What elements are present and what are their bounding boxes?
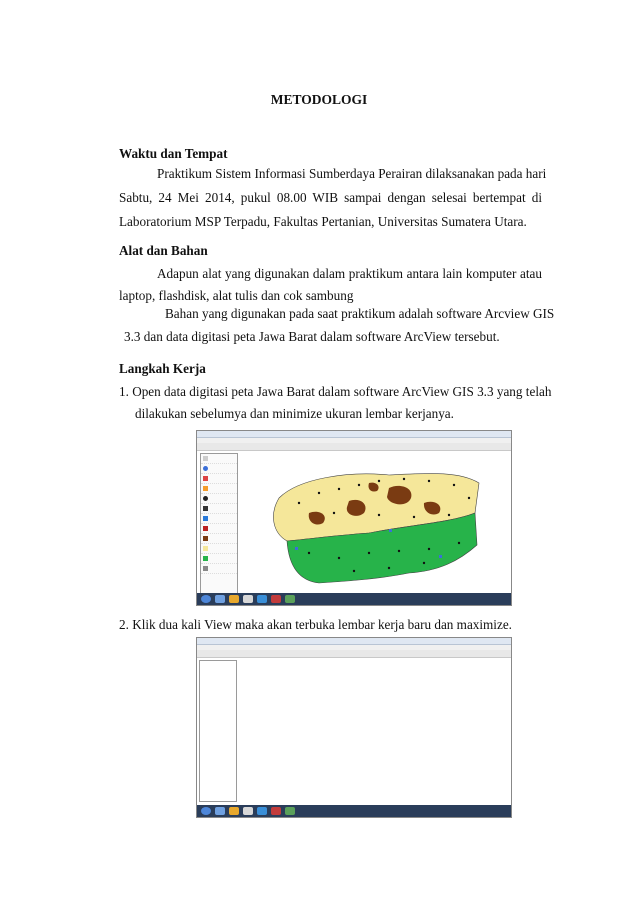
page-title: METODOLOGI [270, 92, 368, 107]
windows-taskbar [197, 805, 511, 817]
paragraph-line: laptop, flashdisk, alat tulis dan cok sambung [119, 288, 354, 303]
step-1-line: dilakukan sebelumya dan minimize ukuran lembar kerjanya. [135, 406, 454, 421]
step-1-line: 1. Open data digitasi peta Jawa Barat dalam software ArcView GIS 3.3 yang telah [119, 384, 552, 399]
window-title-bar [197, 638, 511, 645]
arcview-screenshot-map [196, 430, 512, 606]
window-title-bar [197, 431, 511, 438]
step-2-line: 2. Klik dua kali View maka akan terbuka lembar kerja baru dan maximize. [119, 617, 512, 632]
empty-map-area [239, 660, 507, 800]
paragraph-line: 3.3 dan data digitasi peta Jawa Barat dalam software ArcView tersebut. [124, 329, 500, 344]
empty-table-of-contents [199, 660, 237, 802]
toolbar [197, 650, 511, 658]
section-heading-waktu: Waktu dan Tempat [119, 146, 228, 161]
table-of-contents [200, 453, 238, 595]
paragraph-line: Sabtu, 24 Mei 2014, pukul 08.00 WIB sampai dengan selesai bertempat di [119, 190, 542, 205]
windows-taskbar [197, 593, 511, 605]
paragraph-line: Adapun alat yang digunakan dalam praktikum antara lain komputer atau [157, 266, 542, 281]
section-heading-langkah: Langkah Kerja [119, 361, 206, 376]
paragraph-line: Praktikum Sistem Informasi Sumberdaya Perairan dilaksanakan pada hari [157, 166, 547, 181]
jawa-barat-map [239, 453, 507, 591]
paragraph-line: Bahan yang digunakan pada saat praktikum adalah software Arcview GIS [165, 306, 555, 321]
arcview-screenshot-blank-view [196, 637, 512, 818]
toolbar [197, 443, 511, 451]
paragraph-line: Laboratorium MSP Terpadu, Fakultas Pertanian, Universitas Sumatera Utara. [119, 214, 527, 229]
section-heading-alat: Alat dan Bahan [119, 243, 208, 258]
